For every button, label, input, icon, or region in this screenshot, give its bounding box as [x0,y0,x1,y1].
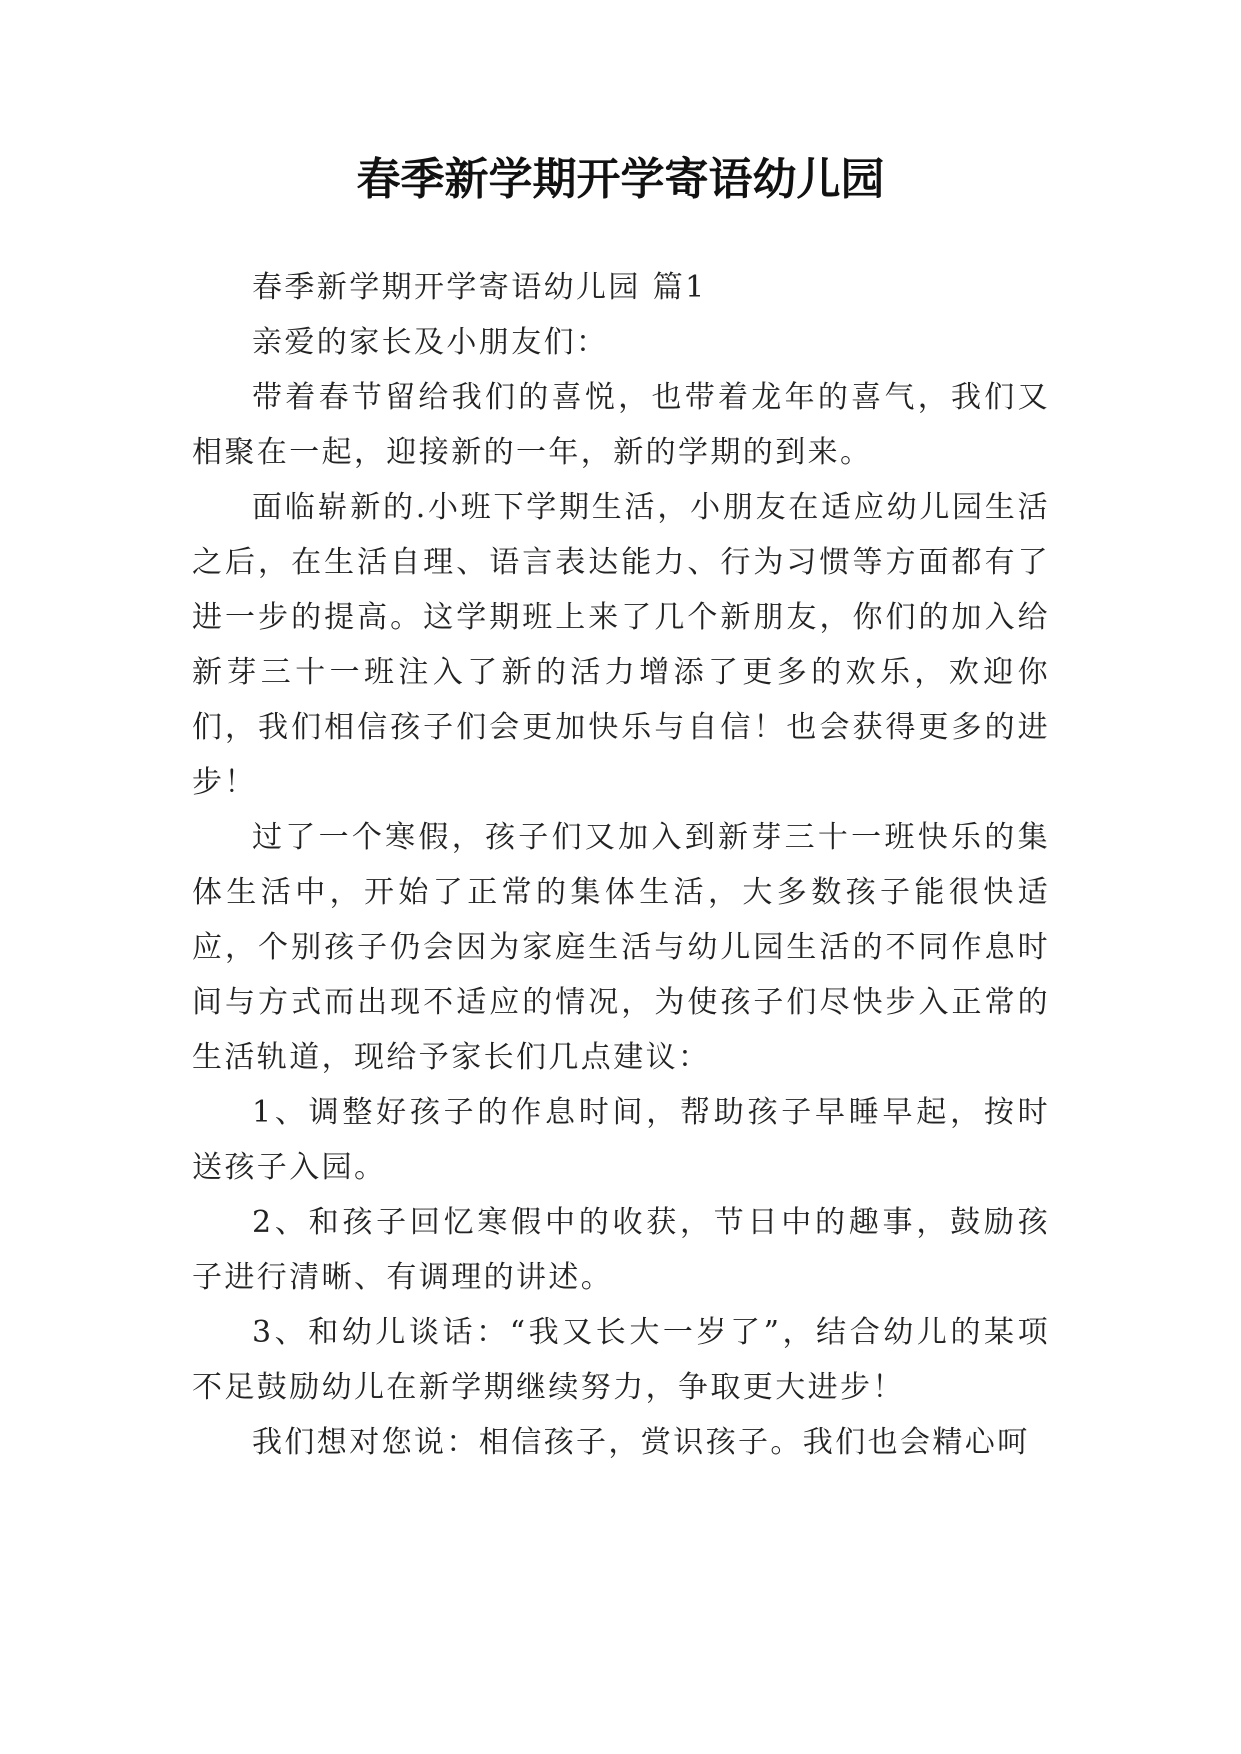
paragraph: 我们想对您说：相信孩子，赏识孩子。我们也会精心呵 [252,1425,1030,1460]
list-item-suggestion: 2、和孩子回忆寒假中的收获，节日中的趣事，鼓励孩子进行清晰、有调理的讲述。 [192,1205,1050,1295]
list-item-suggestion: 1、调整好孩子的作息时间，帮助孩子早睡早起，按时送孩子入园。 [192,1095,1050,1185]
paragraph: 带着春节留给我们的喜悦，也带着龙年的喜气，我们又相聚在一起，迎接新的一年，新的学期的到来。 [192,380,1050,470]
paragraph-greeting: 亲爱的家长及小朋友们： [252,325,609,360]
paragraph-section-heading: 春季新学期开学寄语幼儿园 篇1 [252,270,707,305]
paragraph: 面临崭新的.小班下学期生活，小朋友在适应幼儿园生活之后，在生活自理、语言表达能力、行为习惯等方面都有了进一步的提高。这学期班上来了几个新朋友，你们的加入给新芽三十一班注入了新的活力增添了更多的欢乐，欢迎你们，我们相信孩子们会更加快乐与自信！也会获得更多的进步！ [192,490,1050,800]
document-title: 春季新学期开学寄语幼儿园 [356,154,885,205]
list-item-suggestion: 3、和幼儿谈话：“我又长大一岁了”，结合幼儿的某项不足鼓励幼儿在新学期继续努力，争取更大进步！ [192,1315,1050,1405]
document-body [192,260,1050,1470]
paragraph: 过了一个寒假，孩子们又加入到新芽三十一班快乐的集体生活中，开始了正常的集体生活，大多数孩子能很快适应，个别孩子仍会因为家庭生活与幼儿园生活的不同作息时间与方式而出现不适应的情况，为使孩子们尽快步入正常的生活轨道，现给予家长们几点建议： [192,820,1050,1075]
